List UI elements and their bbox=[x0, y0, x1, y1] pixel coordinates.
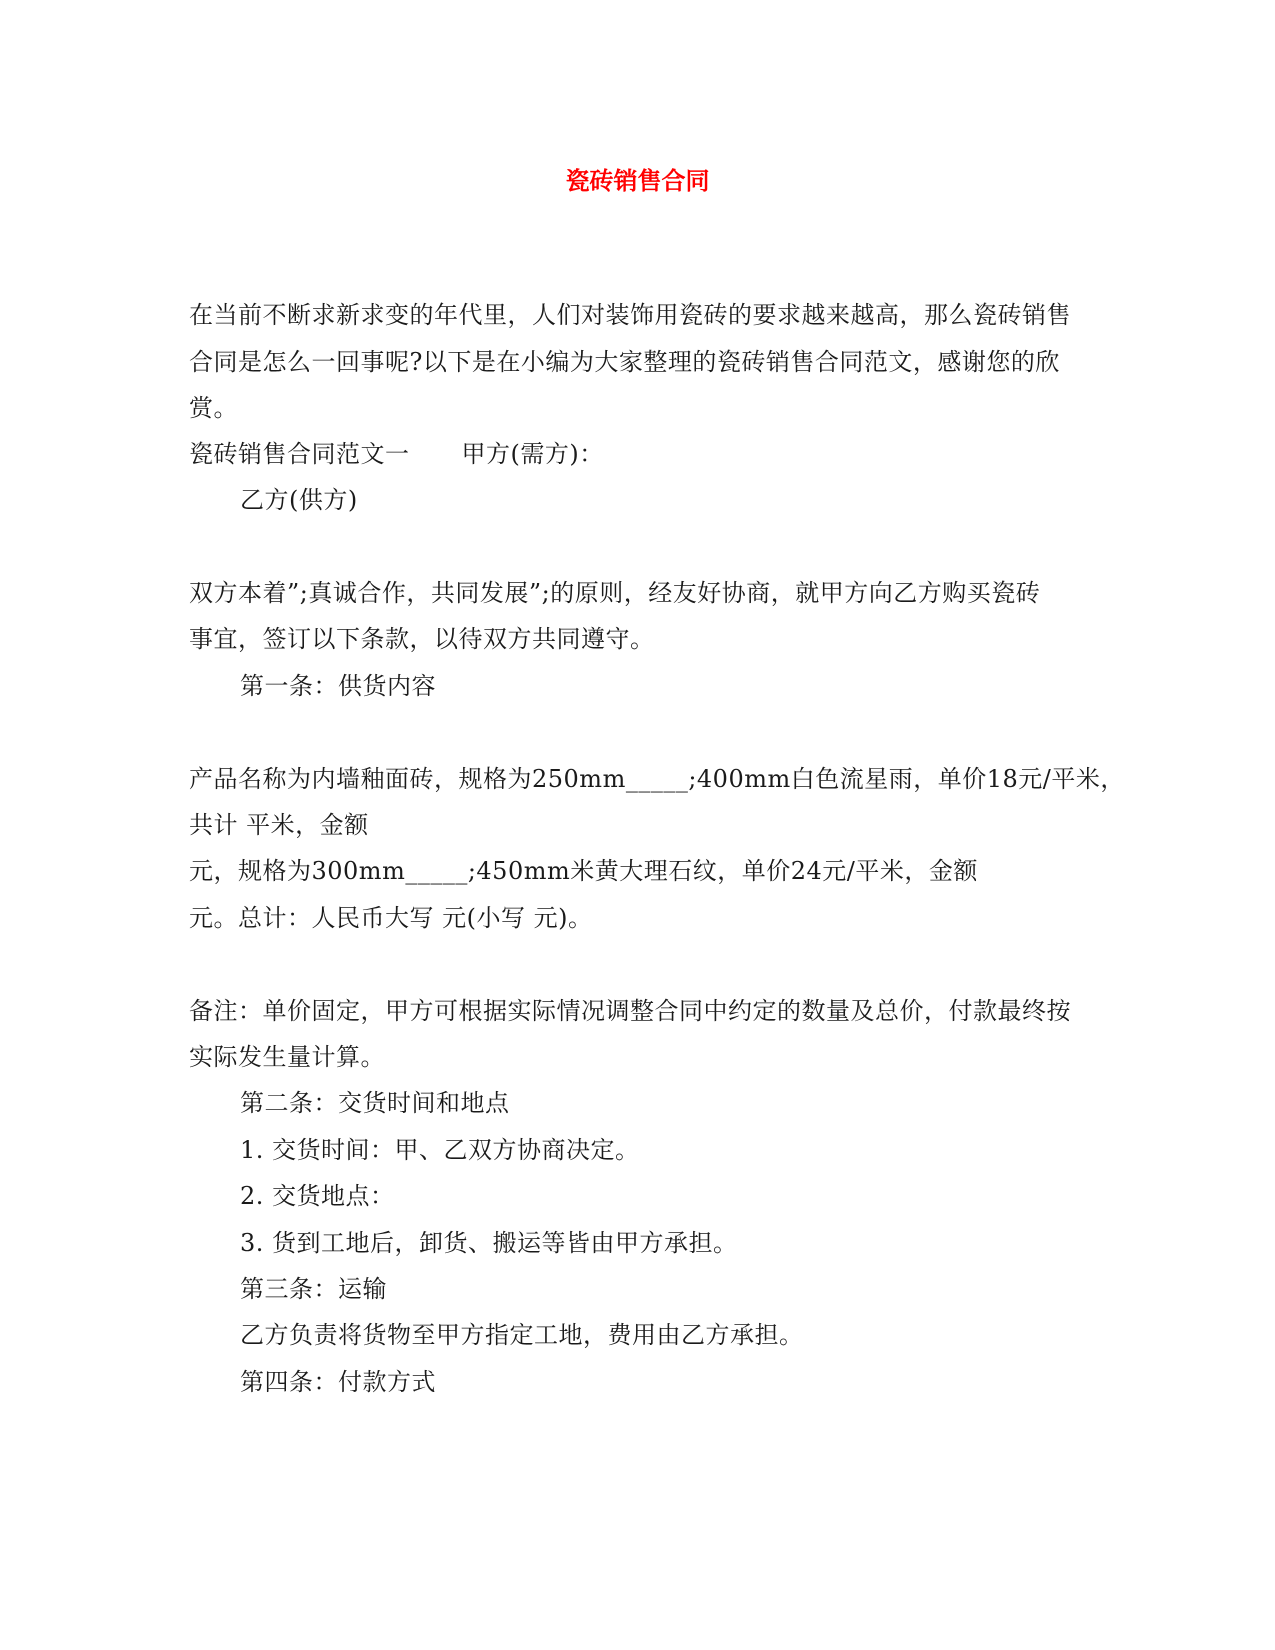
intro-line-2: 合同是怎么一回事呢?以下是在小编为大家整理的瓷砖销售合同范文，感谢您的欣 bbox=[189, 348, 1060, 376]
sample-heading: 瓷砖销售合同范文一 bbox=[189, 440, 410, 468]
product-line-2: 共计 平米，金额 bbox=[189, 811, 369, 839]
article-2-item-1: 1. 交货时间：甲、乙双方协商决定。 bbox=[240, 1136, 640, 1164]
party-a-label: 甲方(需方)： bbox=[461, 440, 604, 468]
document-title: 瓷砖销售合同 bbox=[565, 166, 710, 195]
article-2-title: 第二条：交货时间和地点 bbox=[240, 1089, 510, 1117]
party-b-label: 乙方(供方) bbox=[240, 486, 358, 514]
principle-line-1: 双方本着”;真诚合作，共同发展”;的原则，经友好协商，就甲方向乙方购买瓷砖 bbox=[189, 579, 1041, 607]
remark-line-2: 实际发生量计算。 bbox=[189, 1043, 385, 1071]
remark-line-1: 备注：单价固定，甲方可根据实际情况调整合同中约定的数量及总价，付款最终按 bbox=[189, 997, 1071, 1025]
article-2-item-3: 3. 货到工地后，卸货、搬运等皆由甲方承担。 bbox=[240, 1229, 738, 1257]
sample-heading-row bbox=[189, 439, 604, 469]
article-3-title: 第三条：运输 bbox=[240, 1275, 387, 1303]
article-1-title: 第一条：供货内容 bbox=[240, 672, 436, 700]
product-line-1: 产品名称为内墙釉面砖，规格为250mm_____;400mm白色流星雨，单价18元/平米， bbox=[189, 765, 1125, 793]
intro-line-1: 在当前不断求新求变的年代里，人们对装饰用瓷砖的要求越来越高，那么瓷砖销售 bbox=[189, 301, 1071, 329]
article-4-title: 第四条：付款方式 bbox=[240, 1368, 436, 1396]
intro-line-3: 赏。 bbox=[189, 394, 238, 422]
product-line-3: 元，规格为300mm_____;450mm米黄大理石纹，单价24元/平米，金额 bbox=[189, 857, 978, 885]
article-2-item-2: 2. 交货地点： bbox=[240, 1182, 395, 1210]
principle-line-2: 事宜，签订以下条款，以待双方共同遵守。 bbox=[189, 625, 655, 653]
product-line-4: 元。总计：人民币大写 元(小写 元)。 bbox=[189, 904, 593, 932]
article-3-text: 乙方负责将货物至甲方指定工地，费用由乙方承担。 bbox=[240, 1321, 804, 1349]
